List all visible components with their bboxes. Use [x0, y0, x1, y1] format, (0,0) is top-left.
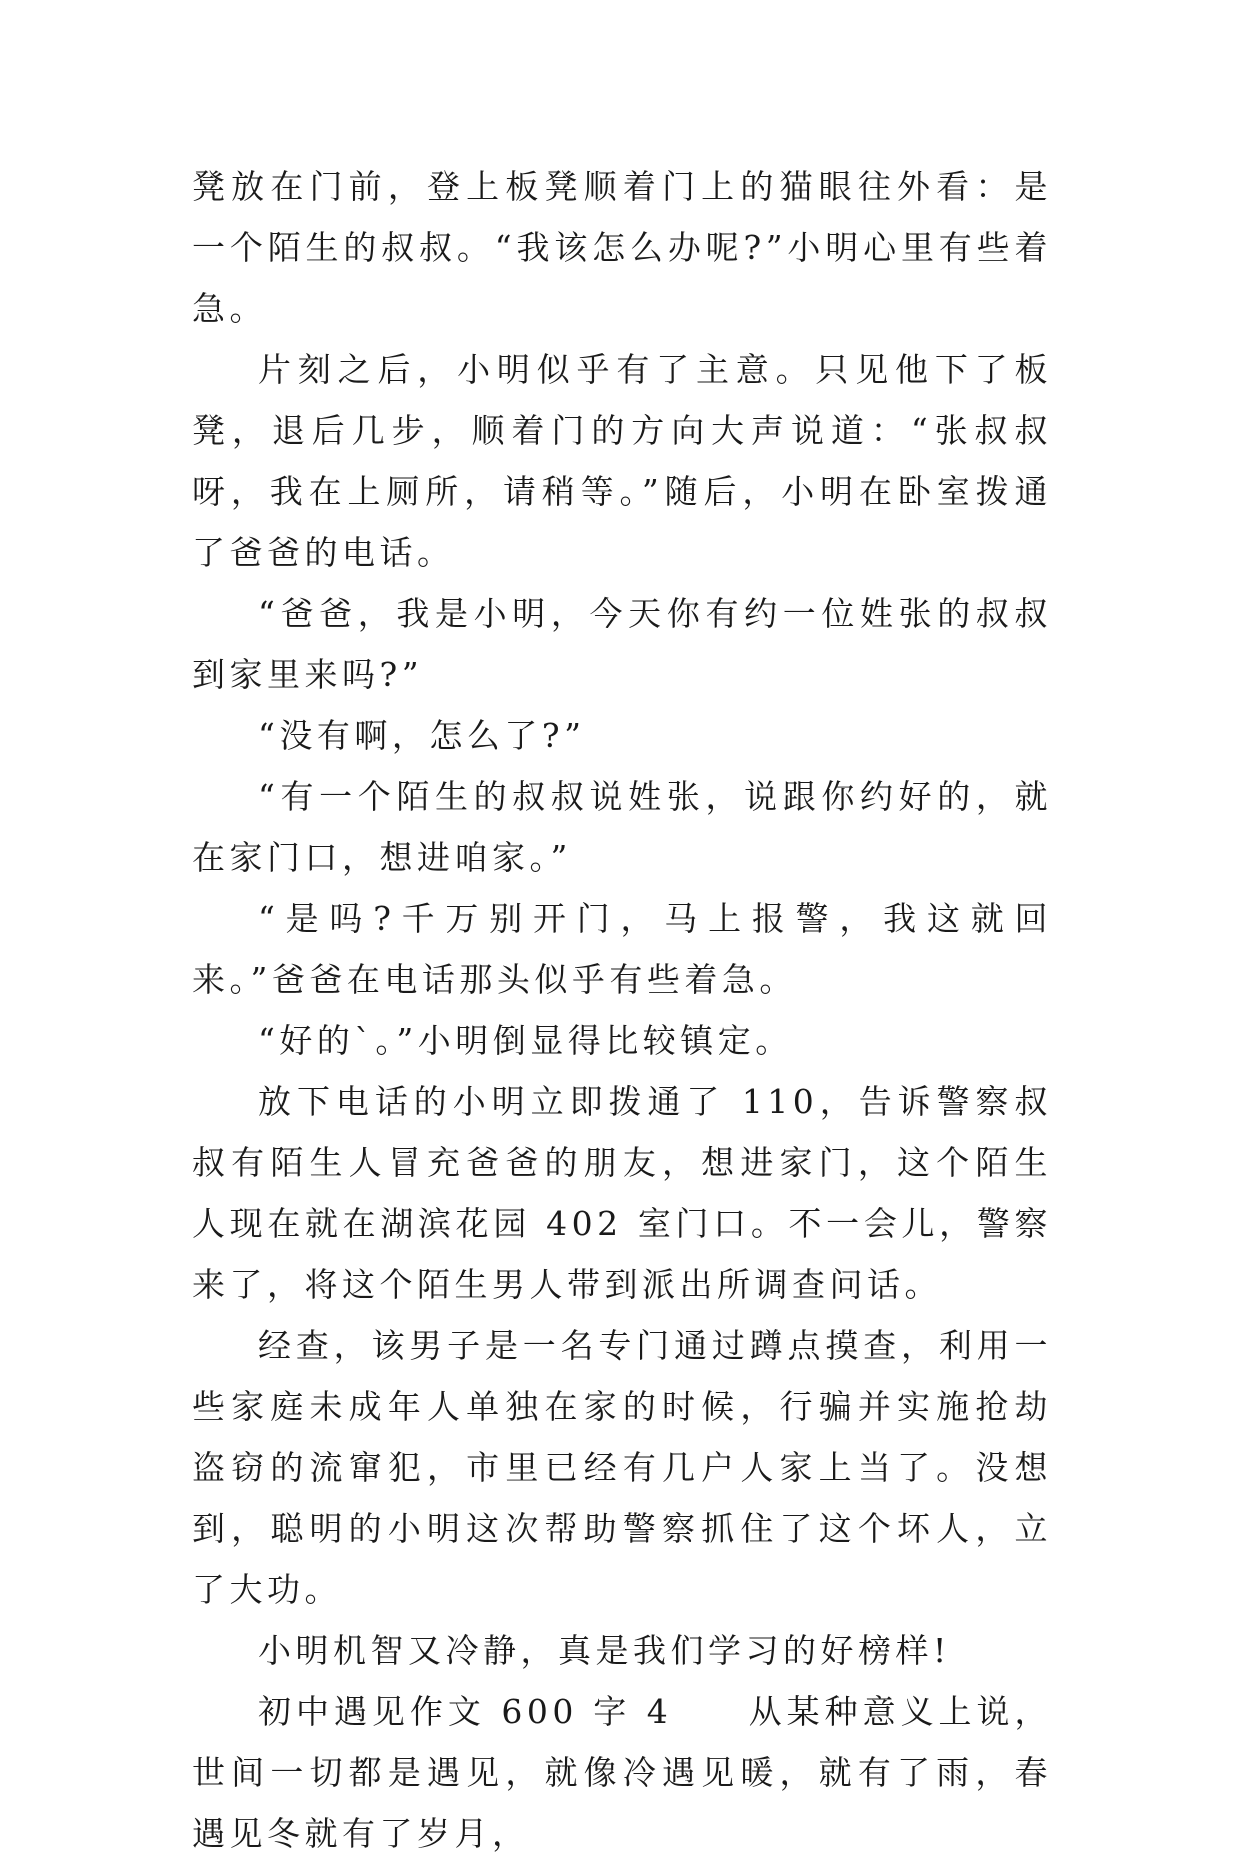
paragraph: “是吗?千万别开门，马上报警，我这就回来。”爸爸在电话那头似乎有些着急。	[192, 899, 1052, 999]
paragraph: “有一个陌生的叔叔说姓张，说跟你约好的，就在家门口，想进咱家。”	[192, 777, 1052, 877]
document-body	[192, 156, 1052, 1864]
paragraph: “好的`。”小明倒显得比较镇定。	[258, 1021, 793, 1060]
paragraph: 经查，该男子是一名专门通过蹲点摸查，利用一些家庭未成年人单独在家的时候，行骗并实施抢劫盗窃的流窜犯，市里已经有几户人家上当了。没想到，聪明的小明这次帮助警察抓住了这个坏人，立了大功。	[192, 1326, 1052, 1609]
paragraph: “没有啊，怎么了?”	[258, 716, 586, 755]
paragraph: “爸爸，我是小明，今天你有约一位姓张的叔叔到家里来吗?”	[192, 594, 1052, 694]
paragraph: 片刻之后，小明似乎有了主意。只见他下了板凳，退后几步，顺着门的方向大声说道：“张叔叔呀，我在上厕所，请稍等。”随后，小明在卧室拨通了爸爸的电话。	[192, 350, 1052, 572]
paragraph: 小明机智又冷静，真是我们学习的好榜样!	[258, 1631, 951, 1670]
paragraph: 凳放在门前，登上板凳顺着门上的猫眼往外看：是一个陌生的叔叔。“我该怎么办呢?”小明心里有些着急。	[192, 167, 1052, 328]
paragraph: 初中遇见作文 600 字 4 从某种意义上说，世间一切都是遇见，就像冷遇见暖，就有了雨，春遇见冬就有了岁月，	[192, 1692, 1052, 1853]
paragraph: 放下电话的小明立即拨通了 110，告诉警察叔叔有陌生人冒充爸爸的朋友，想进家门，这个陌生人现在就在湖滨花园 402 室门口。不一会儿，警察来了，将这个陌生男人带到派出所调查问话。	[192, 1082, 1052, 1304]
